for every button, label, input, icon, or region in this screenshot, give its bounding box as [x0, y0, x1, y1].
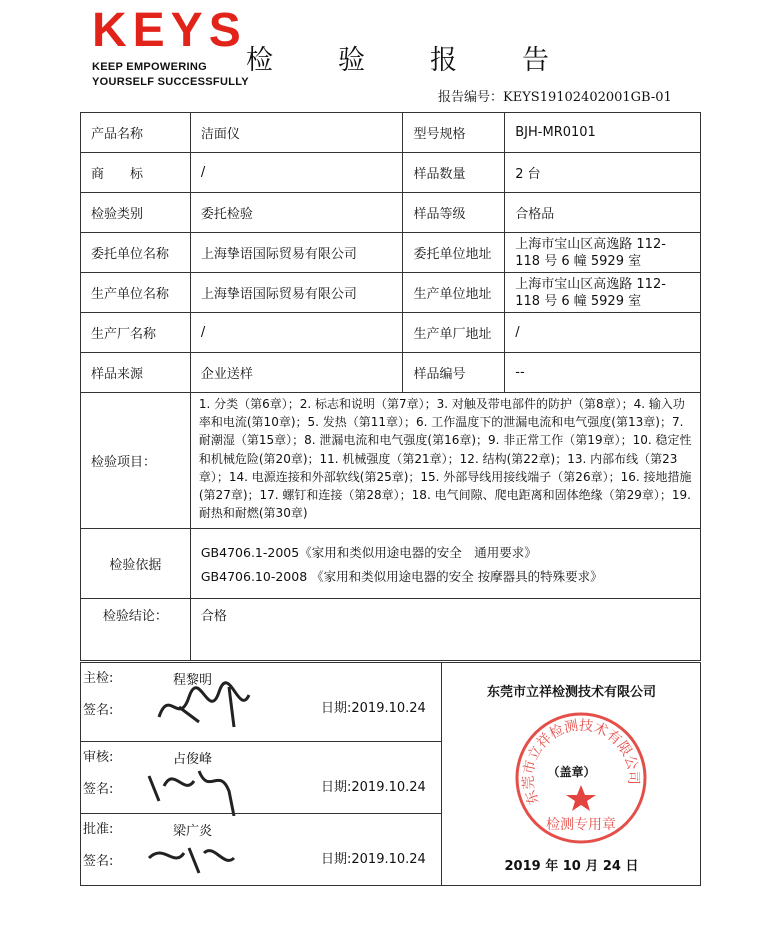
table-row — [81, 353, 701, 393]
field-value: / — [190, 153, 403, 193]
field-value: 上海挚语国际贸易有限公司 — [190, 273, 403, 313]
field-value: 上海市宝山区高逸路 112-118 号 6 幢 5929 室 — [505, 233, 701, 273]
field-label: 型号规格 — [403, 113, 505, 153]
signoff-block — [81, 813, 441, 888]
table-row — [81, 273, 701, 313]
sign-date: 日期:2019.10.24 — [321, 852, 426, 867]
field-value: 2 台 — [505, 153, 701, 193]
items-row — [81, 393, 701, 529]
sign-label: 签名: — [83, 854, 114, 869]
field-label: 产品名称 — [81, 113, 191, 153]
table-row — [81, 313, 701, 353]
company-name: 东莞市立祥检测技术有限公司 — [486, 685, 656, 700]
sign-date: 日期:2019.10.24 — [321, 701, 426, 716]
seal-note: （盖章） — [547, 765, 596, 779]
field-label: 生产厂名称 — [81, 313, 191, 353]
field-label: 生产单位地址 — [403, 273, 505, 313]
company-stamp — [441, 663, 702, 885]
table-row — [81, 153, 701, 193]
role-label: 主检: — [83, 671, 114, 686]
report-number: 报告编号：KEYS19102402001GB-01 — [438, 90, 672, 105]
field-label: 检验类别 — [81, 193, 191, 233]
field-value: / — [505, 313, 701, 353]
basis-standard: GB4706.10-2008 《家用和类似用途电器的安全 按摩器具的特殊要求》 — [200, 568, 603, 584]
field-value: -- — [505, 353, 701, 393]
conclusion-value: 合格 — [190, 599, 700, 661]
signoff-block — [81, 741, 441, 814]
conclusion-row — [81, 599, 701, 661]
table-row — [81, 193, 701, 233]
signature-icon — [139, 828, 269, 888]
field-value: BJH-MR0101 — [505, 113, 701, 153]
field-label: 商 标 — [81, 153, 191, 193]
signoff-section — [80, 662, 701, 886]
field-label: 样品等级 — [403, 193, 505, 233]
sign-label: 签名: — [83, 703, 114, 718]
keys-logo: KEYS KEEP EMPOWERING YOURSELF SUCCESSFULLY — [92, 4, 249, 88]
field-label: 样品来源 — [81, 353, 191, 393]
field-label: 样品数量 — [403, 153, 505, 193]
report-table — [80, 112, 701, 661]
field-label: 委托单位地址 — [403, 233, 505, 273]
table-row — [81, 113, 701, 153]
role-label: 批准: — [83, 822, 114, 837]
field-label: 生产单位名称 — [81, 273, 191, 313]
field-value: 上海挚语国际贸易有限公司 — [190, 233, 403, 273]
items-text: 1. 分类（第6章）；2. 标志和说明（第7章）；3. 对触及带电部件的防护（第8章）；4. 输入功率和电流(第10章)；5. 发热（第11章）；6. 工作温度下的泄漏电流和电气强度(第13章)；7. 耐潮湿（第15章）；8. 泄漏电流和电气强度(第16章)；9. 非正常工作（第19章）；10. 稳定性和机械危险(第20章)；11. 机械强度（第21章）；12. 结构(第22章)；13. 内部布线（第23章）；14. 电源连接和外部软线(第25章)；15. 外部导线用接线端子（第26章）；16. 接地措施(第27章)；17. 螺钉和连接（第28章）；18. 电气间隙、爬电距离和固体绝缘（第29章）；19. 耐热和耐燃(第30章) — [190, 393, 700, 529]
conclusion-label: 检验结论： — [81, 599, 191, 661]
signer-name: 程黎明 — [173, 673, 213, 688]
signature-icon — [139, 677, 269, 737]
sign-date: 日期:2019.10.24 — [321, 780, 426, 795]
items-label: 检验项目： — [81, 393, 191, 529]
signer-name: 占俊峰 — [173, 752, 213, 767]
signoff-block — [81, 663, 441, 741]
field-value: 合格品 — [505, 193, 701, 233]
field-value: 洁面仪 — [190, 113, 403, 153]
field-value: 委托检验 — [190, 193, 403, 233]
role-label: 审核: — [83, 750, 114, 765]
field-value: 企业送样 — [190, 353, 403, 393]
page-title: 检 验 报 告 — [246, 45, 549, 76]
basis-label: 检验依据 — [81, 529, 191, 599]
field-value: 上海市宝山区高逸路 112-118 号 6 幢 5929 室 — [505, 273, 701, 313]
signer-name: 梁广炎 — [173, 824, 213, 839]
table-row — [81, 233, 701, 273]
field-label: 样品编号 — [403, 353, 505, 393]
field-label: 委托单位名称 — [81, 233, 191, 273]
field-label: 生产单厂地址 — [403, 313, 505, 353]
svg-text:检测专用章: 检测专用章 — [546, 817, 616, 833]
sign-label: 签名: — [83, 782, 114, 797]
signature-icon — [139, 756, 269, 816]
svg-text:东莞市立祥检测技术有限公司: 东莞市立祥检测技术有限公司 — [520, 717, 642, 807]
basis-standard: GB4706.1-2005《家用和类似用途电器的安全 通用要求》 — [200, 544, 537, 560]
basis-row — [81, 529, 701, 599]
field-value: / — [190, 313, 403, 353]
issue-date: 2019 年 10 月 24 日 — [504, 859, 639, 874]
